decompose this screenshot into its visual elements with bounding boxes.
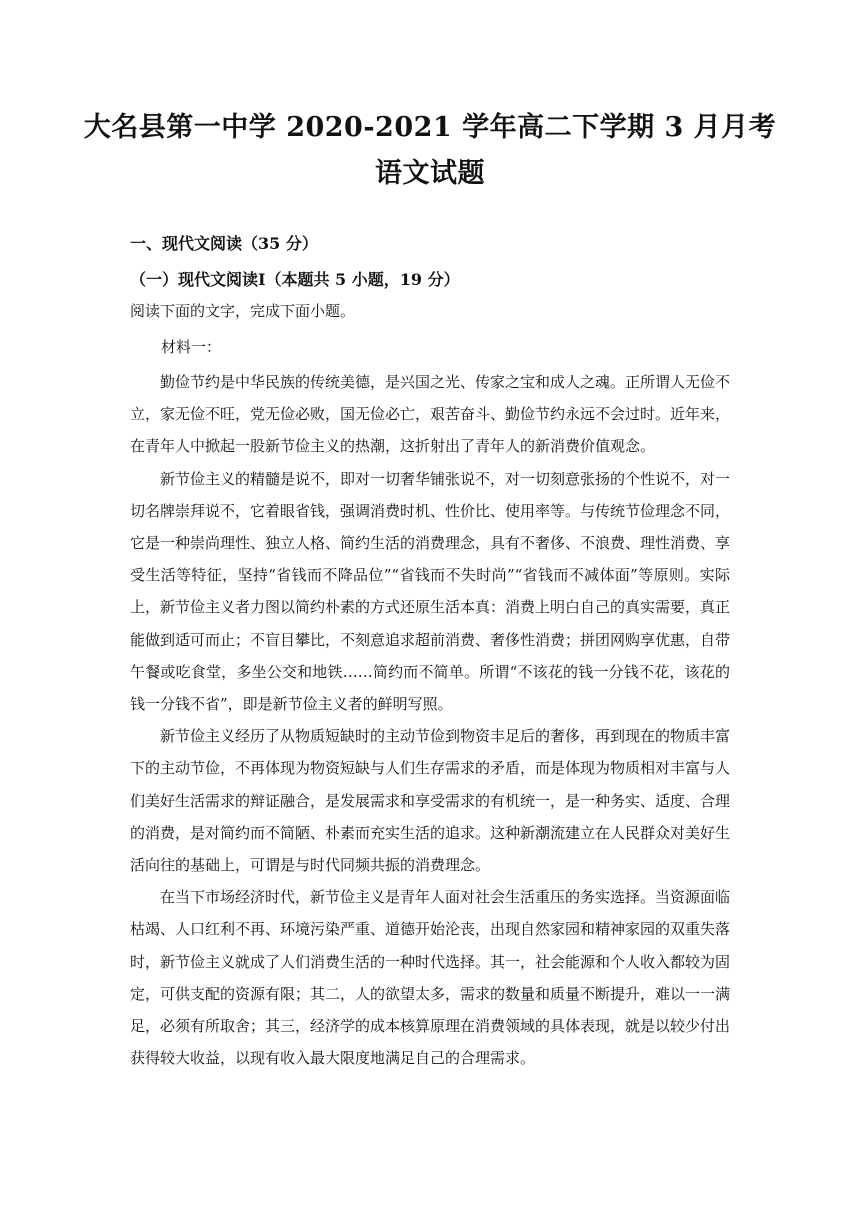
document-title-line2: 语文试题 (375, 158, 485, 189)
paragraph: 新节俭主义的精髓是说不，即对一切奢华铺张说不，对一切刻意张扬的个性说不，对一切名牌崇拜说不，它着眼省钱，强调消费时机、性价比、使用率等。与传统节俭理念不同，它是一种崇尚理性、独立人格、简约生活的消费理念，具有不奢侈、不浪费、理性消费、享受生活等特征，坚持“省钱而不降品位”“省钱而不失时尚”“省钱而不减体面”等原则。实际上，新节俭主义者力图以简约朴素的方式还原生活本真：消费上明白自己的真实需要，真正能做到适可而止；不盲目攀比，不刻意追求超前消费、奢侈性消费；拼团网购享优惠，自带午餐或吃食堂，多坐公交和地铁……简约而不简单。所谓“不该花的钱一分钱不花，该花的钱一分钱不省”，即是新节俭主义者的鲜明写照。 (130, 469, 731, 714)
reading-instruction: 阅读下面的文字，完成下面小题。 (130, 302, 356, 320)
subsection-heading: （一）现代文阅读Ⅰ（本题共 5 小题，19 分） (130, 270, 460, 289)
document-title-line1: 大名县第一中学 2020-2021 学年高二下学期 3 月月考 (83, 112, 777, 143)
paragraph: 在当下市场经济时代，新节俭主义是青年人面对社会生活重压的务实选择。当资源面临枯竭、人口红利不再、环境污染严重、道德开始沦丧，出现自然家园和精神家园的双重失落时，新节俭主义就成了人们消费生活的一种时代选择。其一，社会能源和个人收入都较为固定，可供支配的资源有限；其二，人的欲望太多，需求的数量和质量不断提升，难以一一满足，必须有所取舍；其三，经济学的成本核算原理在消费领域的具体表现，就是以较少付出获得较大收益，以现有收入最大限度地满足自己的合理需求。 (130, 888, 731, 1068)
material-label: 材料一： (161, 338, 222, 356)
section-heading: 一、现代文阅读（35 分） (130, 234, 318, 253)
paragraph: 勤俭节约是中华民族的传统美德，是兴国之光、传家之宝和成人之魂。正所谓人无俭不立，家无俭不旺，党无俭必败，国无俭必亡，艰苦奋斗、勤俭节约永远不会过时。近年来，在青年人中掀起一股新节俭主义的热潮，这折射出了青年人的新消费价值观念。 (130, 373, 731, 456)
paragraph: 新节俭主义经历了从物质短缺时的主动节俭到物资丰足后的奢侈，再到现在的物质丰富下的主动节俭，不再体现为物资短缺与人们生存需求的矛盾，而是体现为物质相对丰富与人们美好生活需求的辩证融合，是发展需求和享受需求的有机统一，是一种务实、适度、合理的消费，是对简约而不简陋、朴素而充实生活的追求。这种新潮流建立在人民群众对美好生活向往的基础上，可谓是与时代同频共振的消费理念。 (130, 727, 731, 875)
passage-body (130, 366, 730, 1074)
